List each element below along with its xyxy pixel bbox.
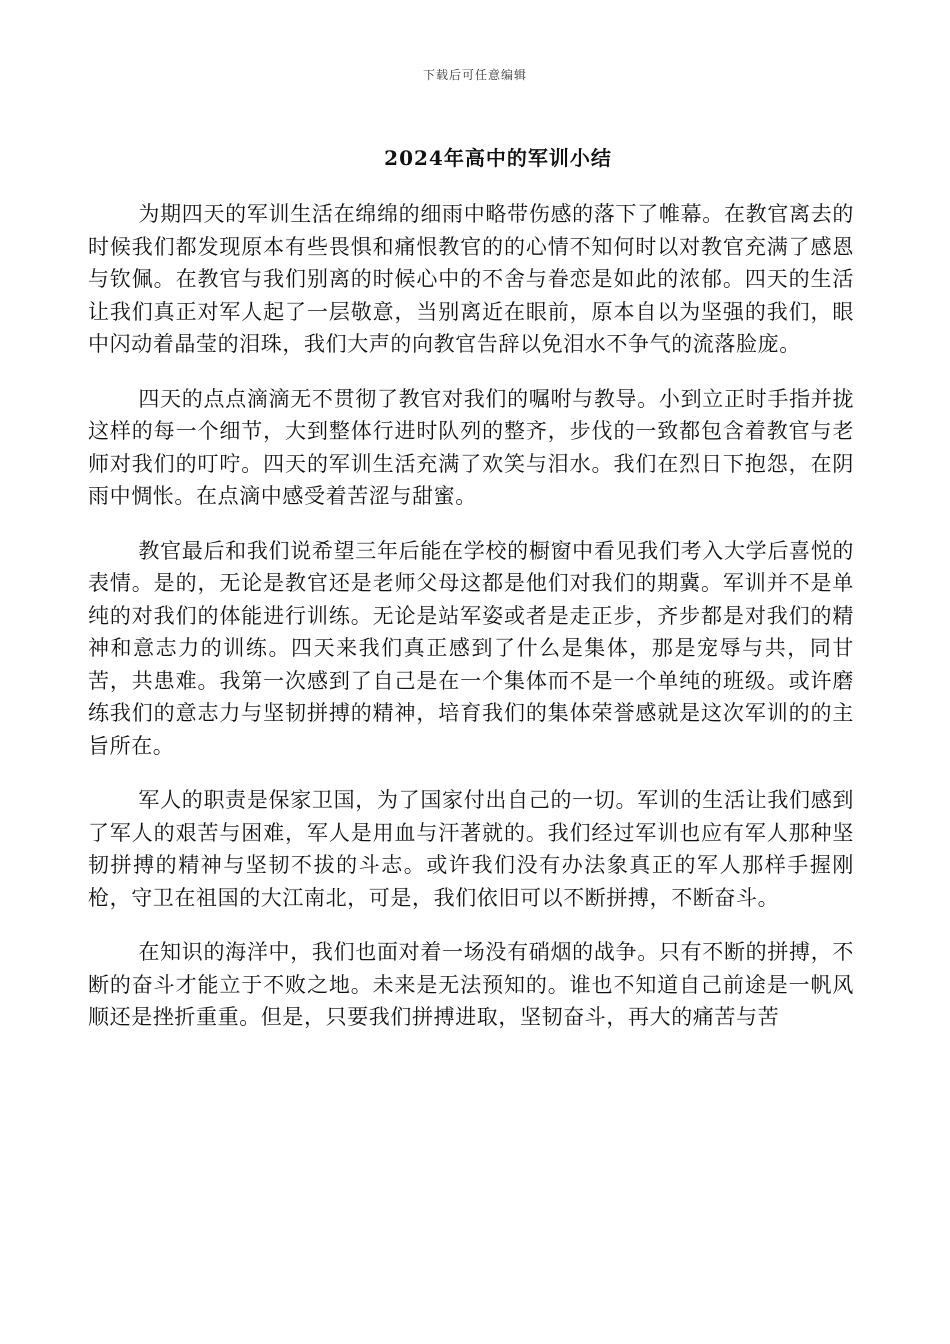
paragraph-4: 军人的职责是保家卫国，为了国家付出自己的一切。军训的生活让我们感到了军人的艰苦与困难，军人是用血与汗著就的。我们经过军训也应有军人那种坚韧拼搏的精神与坚韧不拔的斗志。或许我们没有办法象真正的军人那样手握刚枪，守卫在祖国的大江南北，可是，我们依旧可以不断拼搏，不断奋斗。: [88, 788, 854, 910]
document-title: 2024年高中的军训小结: [384, 146, 612, 170]
paragraph-5: 在知识的海洋中，我们也面对着一场没有硝烟的战争。只有不断的拼搏，不断的奋斗才能立于不败之地。未来是无法预知的。谁也不知道自己前途是一帆风顺还是挫折重重。但是，只要我们拼搏进取，坚韧奋斗，再大的痛苦与苦: [88, 940, 854, 1029]
header-note: 下载后可任意编辑: [422, 68, 527, 82]
document-body: [88, 198, 854, 1056]
paragraph-3: 教官最后和我们说希望三年后能在学校的橱窗中看见我们考入大学后喜悦的表情。是的，无论是教官还是老师父母这都是他们对我们的期冀。军训并不是单纯的对我们的体能进行训练。无论是站军姿或者是走正步，齐步都是对我们的精神和意志力的训练。四天来我们真正感到了什么是集体，那是宠辱与共，同甘苦，共患难。我第一次感到了自己是在一个集体而不是一个单纯的班级。或许磨练我们的意志力与坚韧拼搏的精神，培育我们的集体荣誉感就是这次军训的的主旨所在。: [88, 538, 854, 758]
paragraph-1: 为期四天的军训生活在绵绵的细雨中略带伤感的落下了帷幕。在教官离去的时候我们都发现原本有些畏惧和痛恨教官的的心情不知何时以对教官充满了感恩与钦佩。在教官与我们别离的时候心中的不舍与眷恋是如此的浓郁。四天的生活让我们真正对军人起了一层敬意，当别离近在眼前，原本自以为坚强的我们，眼中闪动着晶莹的泪珠，我们大声的向教官告辞以免泪水不争气的流落脸庞。: [88, 202, 854, 356]
paragraph-2: 四天的点点滴滴无不贯彻了教官对我们的嘱咐与教导。小到立正时手指并拢这样的每一个细节，大到整体行进时队列的整齐，步伐的一致都包含着教官与老师对我们的叮咛。四天的军训生活充满了欢笑与泪水。我们在烈日下抱怨，在阴雨中惆怅。在点滴中感受着苦涩与甜蜜。: [88, 386, 854, 508]
